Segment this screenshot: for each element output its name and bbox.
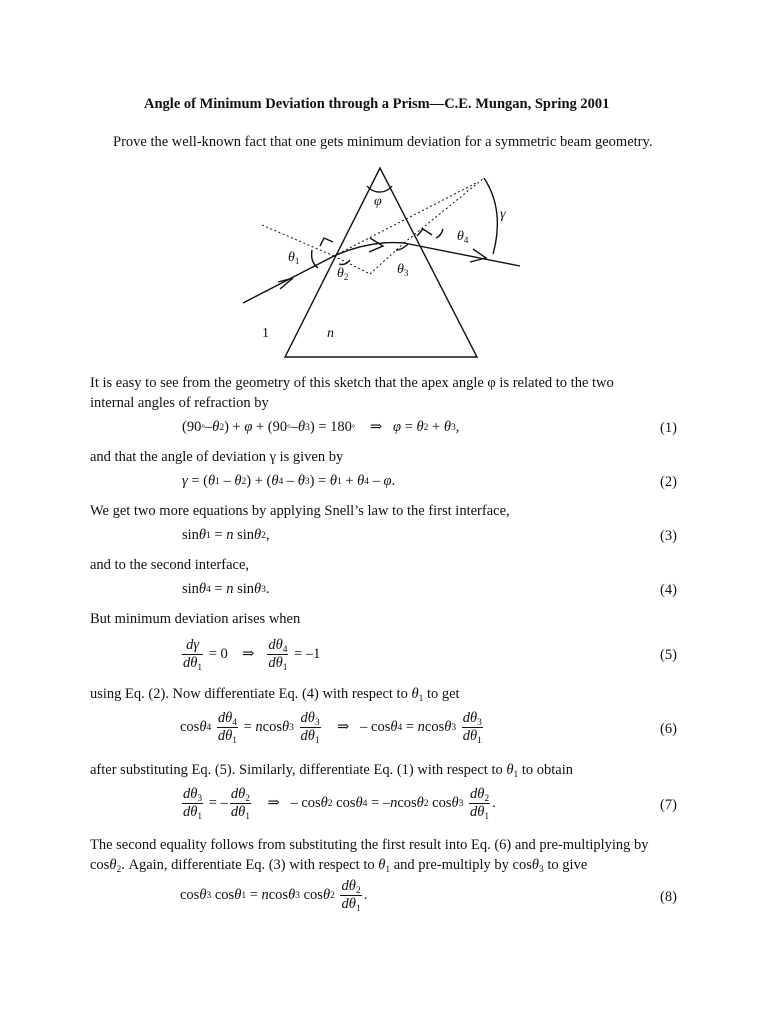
page-title: Angle of Minimum Deviation through a Prism—C.E. Mungan, Spring 2001: [144, 96, 610, 112]
theta3-label: $\theta_3$: [397, 262, 409, 278]
equation-8: cos θ 3 cos θ 1 = n cos θ 3 cos θ 2 $\frac{d\theta_2}{d\theta_1}$ .: [180, 878, 368, 914]
equation-1: (90 ° – θ 2 ) + φ + (90 ° – θ 3 ) = 180 ° ⇒ φ = θ 2 + θ 3 ,: [182, 419, 460, 435]
paragraph-5: But minimum deviation arises when: [90, 611, 301, 627]
normal-marker-left: [320, 238, 333, 246]
intro-text: Prove the well-known fact that one gets minimum deviation for a symmetric beam geometry.: [113, 134, 653, 150]
theta2-label: $\theta_2$: [337, 266, 349, 282]
equation-number-8: (8): [660, 889, 677, 905]
inside-index-label: n: [327, 326, 334, 341]
internal-ray: [334, 243, 404, 256]
equation-number-6: (6): [660, 721, 677, 737]
paragraph-3: We get two more equations by applying Snell’s law to the first interface,: [90, 503, 510, 519]
phi-label: φ: [374, 194, 382, 209]
paragraph-1-line-1: It is easy to see from the geometry of this sketch that the apex angle φ is related to the two: [90, 375, 614, 391]
theta2-arc: [339, 260, 350, 265]
paragraph-8-line-2: cosθ$_2$. Again, differentiate Eq. (3) with respect to $\theta_1$ and pre-multiply by cosθ$_3$ to give: [90, 857, 588, 875]
equation-7: $\frac{d\theta_3}{d\theta_1}$ = – $\frac{d\theta_2}{d\theta_1}$ ⇒ – cos θ 2 cos θ 4 = – n cos θ 2 cos θ 3 $\frac{d\theta_2}{d\theta_1}$ .: [183, 786, 496, 822]
equation-number-7: (7): [660, 797, 677, 813]
paragraph-8-line-1: The second equality follows from substituting the first result into Eq. (6) and pre-multiplying by: [90, 837, 649, 853]
equation-number-4: (4): [660, 582, 677, 598]
normal-marker-right: [417, 229, 432, 236]
theta4-label: $\theta_4$: [457, 229, 469, 245]
emergent-ray-arrow: [470, 249, 486, 262]
paragraph-6: using Eq. (2). Now differentiate Eq. (4) with respect to $\theta_1$ to get: [90, 686, 460, 704]
theta1-label: $\theta_1$: [288, 250, 300, 266]
equation-number-3: (3): [660, 528, 677, 544]
equation-2: γ = ( θ 1 – θ 2 ) + ( θ 4 – θ 3 ) = θ 1 + θ 4 – φ .: [182, 473, 396, 489]
equation-number-5: (5): [660, 647, 677, 663]
paragraph-4: and to the second interface,: [90, 557, 250, 573]
equation-number-2: (2): [660, 474, 677, 490]
deviation-angle-arc: [484, 178, 497, 254]
theta4-arc: [436, 229, 443, 238]
outside-index-label: 1: [262, 326, 269, 341]
paragraph-2: and that the angle of deviation γ is given by: [90, 449, 344, 465]
paragraph-1-line-2: internal angles of refraction by: [90, 395, 269, 411]
equation-number-1: (1): [660, 420, 677, 436]
equation-3: sin θ 1 = n sin θ 2 ,: [182, 527, 270, 543]
emergent-ray: [404, 243, 520, 266]
prism-diagram: [0, 0, 768, 380]
equation-4: sin θ 4 = n sin θ 3 .: [182, 581, 270, 597]
equation-5: $\frac{d\gamma}{d\theta_1}$ = 0 ⇒ $\frac{d\theta_4}{d\theta_1}$ = –1: [183, 637, 321, 673]
paragraph-7: after substituting Eq. (5). Similarly, differentiate Eq. (1) with respect to $\theta_1$ to obtain: [90, 762, 574, 780]
incident-extension: [404, 178, 484, 243]
gamma-label: γ: [500, 207, 506, 222]
equation-6: cos θ 4 $\frac{d\theta_4}{d\theta_1}$ = n cos θ 3 $\frac{d\theta_3}{d\theta_1}$ ⇒ – cos θ 4 = n cos θ 3 $\frac{d\theta_3}{d\theta_1}$: [180, 710, 482, 746]
